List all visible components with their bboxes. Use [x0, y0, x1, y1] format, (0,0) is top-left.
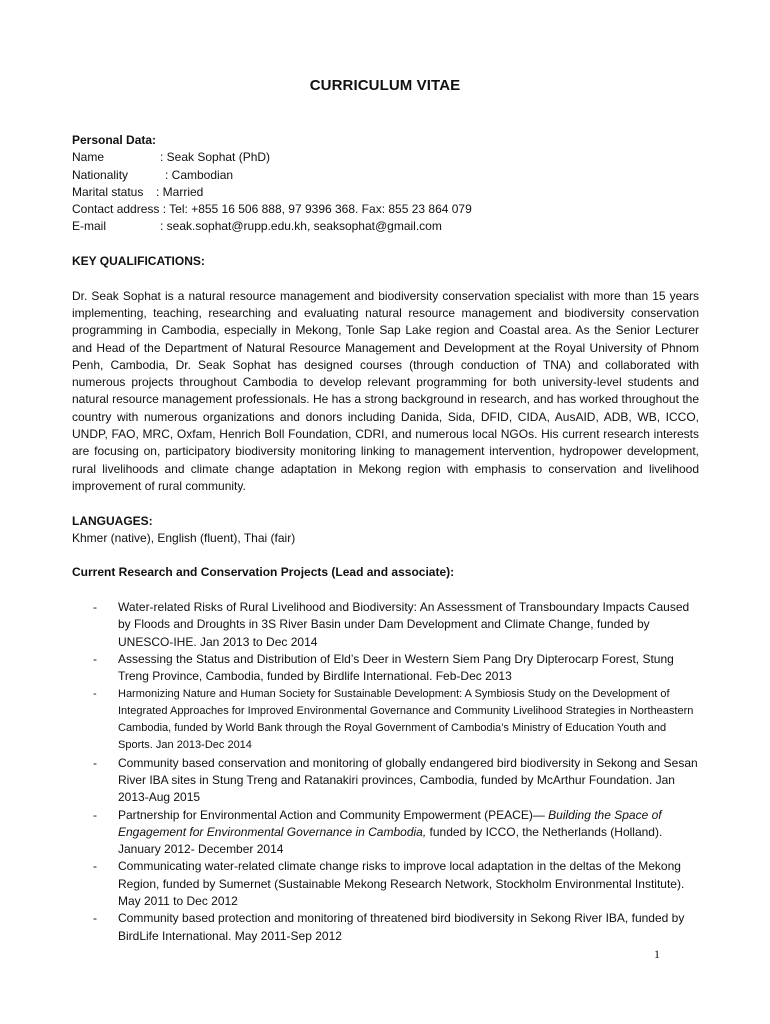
- contact-address-value: : Tel: +855 16 506 888, 97 9396 368. Fax: 855 23 864 079: [162, 202, 472, 217]
- project-text-prefix: Partnership for Environmental Action and Community Empowerment (PEACE)—: [118, 807, 549, 822]
- nationality-value: : Cambodian: [165, 167, 234, 182]
- name-value: : Seak Sophat (PhD): [160, 150, 271, 165]
- project-text: Assessing the Status and Distribution of Eld’s Deer in Western Siem Pang Dry Dipterocarp Forest, Stung Treng Province, Cambodia, funded by Birdlife International. Feb-Dec 2013: [118, 651, 674, 684]
- email-label: E-mail: [72, 219, 107, 234]
- nationality-label: Nationality: [72, 167, 129, 182]
- project-item: [72, 910, 699, 945]
- list-dash: -: [93, 651, 97, 666]
- project-item: [72, 686, 699, 755]
- project-item: [72, 599, 699, 651]
- list-dash: -: [93, 687, 97, 700]
- project-text: Harmonizing Nature and Human Society for Sustainable Development: A Symbiosis Study on the Development of Integrated Approaches for Improved Environmental Governance and Community Livelihood Strategies in Northeastern Cambodia, funded by World Bank through the Royal Government of Cambodia’s Ministry of Education Youth and Sports. Jan 2013-Dec 2014: [118, 687, 694, 752]
- name-row: [72, 149, 699, 166]
- document-title: CURRICULUM VITAE: [309, 77, 461, 94]
- email-value: : seak.sophat@rupp.edu.kh, seaksophat@gmail.com: [160, 219, 442, 234]
- marital-status-row: [72, 184, 699, 201]
- nationality-row: [72, 167, 699, 184]
- languages-text: Khmer (native), English (fluent), Thai (fair): [72, 530, 296, 545]
- project-item: [72, 755, 699, 807]
- key-qualifications-heading: KEY QUALIFICATIONS:: [72, 254, 205, 269]
- personal-data-heading: Personal Data:: [72, 133, 157, 147]
- contact-address-row: [72, 201, 699, 218]
- project-item: [72, 858, 699, 910]
- projects-list: [72, 599, 699, 945]
- document-body: [72, 132, 699, 945]
- project-text: Community based protection and monitoring of threatened bird biodiversity in Sekong River IBA, funded by BirdLife International. May 2011-Sep 2012: [118, 911, 685, 943]
- project-text: Water-related Risks of Rural Livelihood and Biodiversity: An Assessment of Transboundary Impacts Caused by Floods and Droughts in 3S River Basin under Dam Development and Climate Change, funded by UNESCO-IHE. Jan 2013 to Dec 2014: [118, 600, 690, 649]
- list-dash: -: [93, 859, 97, 874]
- project-text-italic: Building the Space of Engagement for Environmental Governance in Cambodia,: [118, 807, 662, 839]
- list-dash: -: [93, 600, 97, 615]
- projects-heading: Current Research and Conservation Projects (Lead and associate):: [72, 565, 455, 580]
- email-row: [72, 218, 699, 235]
- project-text: Community based conservation and monitoring of globally endangered bird biodiversity in Sekong and Sesan River IBA sites in Stung Treng and Ratanakiri provinces, Cambodia, funded by McArthur Foundation. Jan 2013-Aug 2015: [118, 755, 698, 805]
- contact-address-label: Contact address: [72, 202, 160, 217]
- key-qualifications-text: Dr. Seak Sophat is a natural resource management and biodiversity conservation specialist with more than 15 years implementing, teaching, researching and evaluating natural resource management and biodiversity conservation programming in Cambodia, especially in Mekong, Tonle Sap Lake region and Coastal area. As the Senior Lecturer and Head of the Department of Natural Resource Management and Development at the Royal University of Phnom Penh, Cambodia, Dr. Seak Sophat has designed courses (through conduction of TNA) and collaborated with numerous projects throughout Cambodia to develop relevant programming for both university-level students and natural resource management professionals. He has a strong background in research, and has worked throughout the country with numerous organizations and donors including Danida, Sida, DFID, CIDA, AusAID, ADB, WB, ICCO, UNDP, FAO, MRC, Oxfam, Henrich Boll Foundation, CDRI, and numerous local NGOs. His current research interests are focusing on, participatory biodiversity monitoring linking to management intervention, hydropower development, rural livelihoods and climate change adaptation in Mekong region with emphasis to conservation and livelihood improvement of rural community.: [72, 288, 699, 493]
- project-item: [72, 807, 699, 859]
- list-dash: -: [93, 911, 97, 926]
- project-text: Communicating water-related climate change risks to improve local adaptation in the deltas of the Mekong Region, funded by Sumernet (Sustainable Mekong Research Network, Stockholm Environmental Institute). May 2011 to Dec 2012: [118, 859, 685, 909]
- project-text-suffix: funded by ICCO, the Netherlands (Holland). January 2012- December 2014: [118, 824, 663, 857]
- list-dash: -: [93, 755, 97, 770]
- marital-status-label: Marital status: [72, 184, 144, 199]
- marital-status-value: : Married: [156, 184, 204, 199]
- project-item: [72, 651, 699, 686]
- name-label: Name: [72, 150, 105, 165]
- languages-heading: LANGUAGES:: [72, 513, 153, 528]
- list-dash: -: [93, 807, 97, 822]
- page-number: 1: [654, 947, 660, 961]
